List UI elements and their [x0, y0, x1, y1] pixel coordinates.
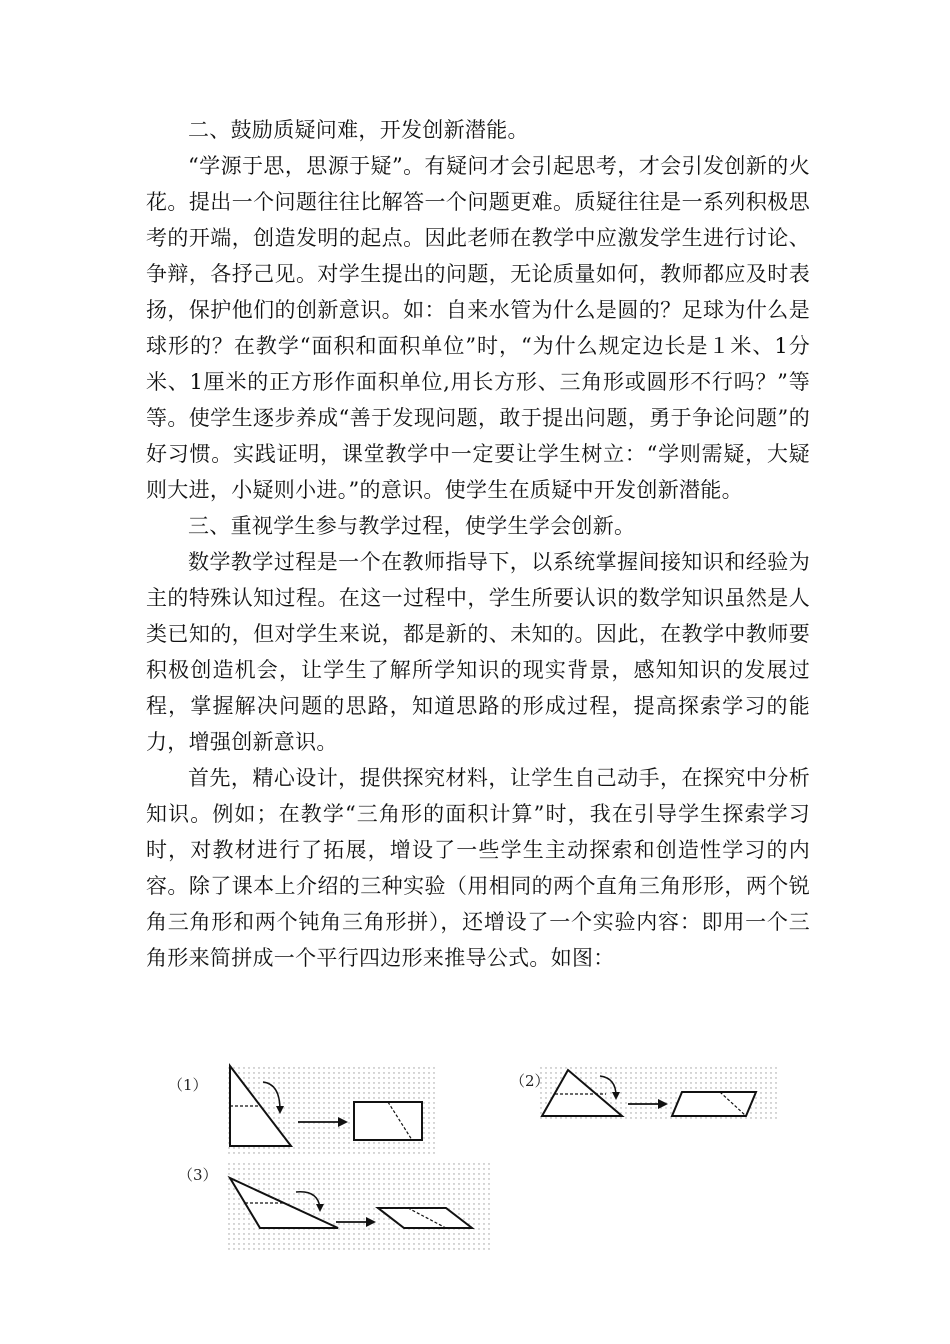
figure-2-label: （2） — [510, 1072, 550, 1090]
figure-2 — [510, 1062, 780, 1124]
figure-3-label: （3） — [178, 1166, 218, 1184]
figure-1-label: （1） — [168, 1076, 208, 1094]
paragraph-teaching-process: 数学教学过程是一个在教师指导下，以系统掌握间接知识和经验为主的特殊认知过程。在这一过程中，学生所要认识的数学知识虽然是人类已知的，但对学生来说，都是新的、未知的。因此，在教学中教师要积极创造机会，让学生了解所学知识的现实背景，感知知识的发展过程，掌握解决问题的思路，知道思路的形成过程，提高探索学习的能力，增强创新意识。 — [146, 550, 810, 754]
section-heading-2: 二、鼓励质疑问难，开发创新潜能。 — [188, 118, 529, 142]
parallelogram-shape — [672, 1092, 756, 1116]
figure-3 — [178, 1158, 493, 1254]
paragraph-triangle-area: 首先，精心设计，提供探究材料，让学生自己动手，在探究中分析知识。例如；在教学“三角形的面积计算”时，我在引导学生探索学习时，对教材进行了拓展，增设了一些学生主动探索和创造性学习的内容。除了课本上介绍的三种实验（用相同的两个直角三角形形，两个锐角三角形和两个钝角三角形拼），还增设了一个实验内容：即用一个三角形来简拼成一个平行四边形来推导公式。如图： — [146, 766, 810, 970]
figure-2-diagram — [510, 1062, 780, 1124]
paragraph-questioning: “学源于思，思源于疑”。有疑问才会引起思考，才会引发创新的火花。提出一个问题往往比解答一个问题更难。质疑往往是一系列积极思考的开端，创造发明的起点。因此老师在教学中应激发学生进行讨论、争辩，各抒己见。对学生提出的问题，无论质量如何，教师都应及时表扬，保护他们的创新意识。如：自来水管为什么是圆的？足球为什么是球形的？在教学“面积和面积单位”时，“为什么规定边长是１米、1分米、1厘米的正方形作面积单位,用长方形、三角形或圆形不行吗？”等等。使学生逐步养成“善于发现问题，敢于提出问题，勇于争论问题”的好习惯。实践证明，课堂教学中一定要让学生树立：“学则需疑，大疑则大进，小疑则小进。”的意识。使学生在质疑中开发创新潜能。 — [146, 154, 810, 502]
rectangle-shape — [354, 1102, 422, 1140]
figure-3-diagram — [178, 1158, 493, 1254]
figure-1-diagram — [168, 1062, 438, 1157]
figure-1 — [168, 1062, 438, 1157]
body-text — [146, 112, 810, 976]
section-heading-3: 三、重视学生参与教学过程，使学生学会创新。 — [188, 514, 636, 538]
